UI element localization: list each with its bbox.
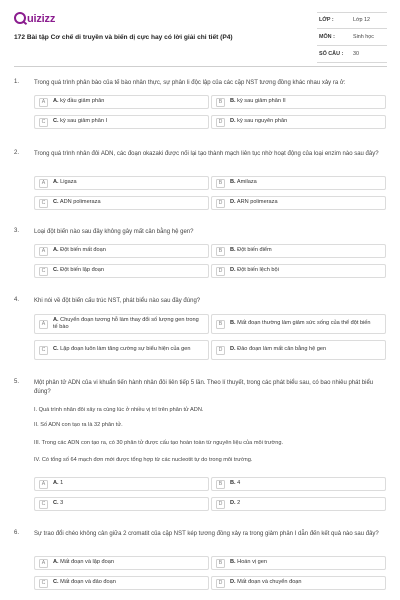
- option-label: A.: [53, 179, 59, 186]
- option-text: ADN polimeraza: [59, 199, 101, 206]
- question-text: Loại đột biến nào sau đây không gây mất cân bằng hệ gen?: [34, 229, 194, 235]
- option-label: C.: [53, 118, 59, 125]
- option-label: A.: [53, 316, 59, 323]
- option-label: B.: [230, 247, 236, 254]
- grade-value: Lớp 12: [353, 17, 371, 24]
- option-a[interactable]: [34, 95, 209, 109]
- question-text: Một phân tử ADN của vi khuẩn tiến hành nhân đôi liên tiếp 5 lần. Theo lí thuyết, trong các phát biểu sau, có bao nhiêu phát biểu đúng?: [34, 380, 374, 395]
- option-a[interactable]: [34, 244, 209, 258]
- option-text: Đột biến điểm: [237, 247, 272, 254]
- option-text: Chuyển đoạn tương hỗ làm thay đổi số lượng gen trong tế bào: [53, 316, 199, 330]
- option-c[interactable]: [34, 196, 209, 210]
- option-letter: C: [39, 500, 48, 509]
- option-c[interactable]: [34, 115, 209, 129]
- option-letter: B: [216, 98, 225, 107]
- option-label: B.: [230, 559, 236, 566]
- option-text: kỳ đầu giảm phân: [60, 98, 105, 105]
- option-text: Đảo đoạn làm mất cân bằng hệ gen: [237, 346, 327, 353]
- option-label: B.: [230, 98, 236, 105]
- option-label: D.: [230, 579, 236, 586]
- question-number: 1.: [14, 79, 20, 85]
- count-value: 30: [353, 50, 359, 57]
- option-d[interactable]: [211, 576, 386, 590]
- option-text: Đột biến lệch bội: [237, 267, 279, 274]
- subject-value: Sinh học: [353, 33, 374, 40]
- option-label: B.: [230, 480, 236, 487]
- option-text: 4: [237, 480, 241, 487]
- option-text: Amilaza: [236, 179, 257, 186]
- question-number: 6.: [14, 530, 20, 536]
- logo-q-icon: [14, 12, 26, 24]
- option-c[interactable]: [34, 264, 209, 278]
- option-a[interactable]: [34, 176, 209, 190]
- option-letter: A: [39, 480, 48, 489]
- option-letter: C: [39, 346, 48, 355]
- option-d[interactable]: [211, 340, 386, 360]
- question-number: 3.: [14, 228, 20, 234]
- question-text: Trong quá trình nhân đôi ADN, các đoạn okazaki được nối lại tạo thành mạch liên tục nhờ hoạt động của loại enzim nào sau đây?: [34, 151, 379, 157]
- question-number: 2.: [14, 150, 20, 156]
- option-text: kỳ sau giảm phân I: [60, 118, 108, 125]
- option-text: Mất đoạn và lặp đoạn: [60, 559, 114, 566]
- option-label: D.: [230, 267, 236, 274]
- page-title: 172 Bài tập Cơ chế di truyền và biến dị cực hay có lời giải chi tiết (P4): [14, 34, 233, 41]
- count-label: SỐ CÂU :: [319, 50, 344, 57]
- question-text: Sự trao đổi chéo không cân giữa 2 cromatit của cặp NST kép tương đồng xảy ra trong giảm phân I dẫn đến kết quả nào sau đây?: [34, 531, 379, 537]
- option-label: C.: [53, 199, 59, 206]
- option-label: C.: [53, 346, 59, 353]
- option-c[interactable]: [34, 576, 209, 590]
- option-a[interactable]: [34, 556, 209, 570]
- statement-4: IV. Có tổng số 64 mạch đơn mới được tổng hợp từ các nucleotit tự do trong môi trường.: [34, 457, 253, 463]
- option-a[interactable]: [34, 314, 209, 334]
- meta-table: [317, 12, 387, 63]
- option-letter: D: [216, 199, 225, 208]
- option-text: 3: [60, 500, 64, 507]
- option-c[interactable]: [34, 340, 209, 360]
- option-text: Hoán vị gen: [237, 559, 268, 566]
- option-letter: C: [39, 199, 48, 208]
- worksheet-header: [0, 0, 400, 72]
- option-label: B.: [230, 179, 236, 186]
- option-label: C.: [53, 579, 59, 586]
- question-text: Khi nói về đột biến cấu trúc NST, phát biểu nào sau đây đúng?: [34, 298, 201, 304]
- meta-row-subject: [317, 29, 387, 46]
- option-text: Lặp đoạn luôn làm tăng cường sự biểu hiện của gen: [60, 346, 191, 353]
- option-b[interactable]: [211, 556, 386, 570]
- option-letter: C: [39, 579, 48, 588]
- option-letter: C: [39, 267, 48, 276]
- option-text: Ligaza: [60, 179, 77, 186]
- option-d[interactable]: [211, 196, 386, 210]
- option-d[interactable]: [211, 497, 386, 511]
- option-letter: B: [216, 480, 225, 489]
- option-b[interactable]: [211, 244, 386, 258]
- option-b[interactable]: [211, 477, 386, 491]
- logo-text: uizizz: [27, 13, 56, 25]
- option-letter: A: [39, 320, 48, 329]
- option-label: A.: [53, 98, 59, 105]
- quizizz-logo: [14, 12, 55, 27]
- grade-label: LỚP :: [319, 17, 334, 24]
- option-letter: A: [39, 559, 48, 568]
- option-letter: A: [39, 98, 48, 107]
- option-text: ARN polimeraza: [236, 199, 278, 206]
- option-label: D.: [230, 346, 236, 353]
- option-label: A.: [53, 559, 59, 566]
- option-text: Đột biến mất đoạn: [60, 247, 106, 254]
- option-letter: B: [216, 559, 225, 568]
- option-b[interactable]: [211, 95, 386, 109]
- option-letter: D: [216, 500, 225, 509]
- option-label: C.: [53, 267, 59, 274]
- option-label: D.: [230, 500, 236, 507]
- option-label: B.: [230, 320, 236, 327]
- option-letter: B: [216, 247, 225, 256]
- option-c[interactable]: [34, 497, 209, 511]
- option-letter: B: [216, 179, 225, 188]
- question-text: Trong quá trình phân bào của tế bào nhân thực, sự phân li độc lập của các cặp NST tương đồng khác nhau xảy ra ở:: [34, 80, 346, 86]
- option-letter: D: [216, 346, 225, 355]
- option-d[interactable]: [211, 264, 386, 278]
- option-letter: D: [216, 118, 225, 127]
- option-text: Mất đoạn và chuyển đoạn: [237, 579, 302, 586]
- option-label: A.: [53, 247, 59, 254]
- option-b[interactable]: [211, 176, 386, 190]
- option-text: 2: [237, 500, 241, 507]
- option-text: Mất đoạn thường làm giảm sức sống của thể đột biến: [237, 320, 371, 327]
- option-text: kỳ sau nguyên phân: [237, 118, 288, 125]
- option-d[interactable]: [211, 115, 386, 129]
- option-text: kỳ sau giảm phân II: [237, 98, 286, 105]
- statement-2: II. Số ADN con tạo ra là 32 phân tử.: [34, 422, 123, 428]
- option-letter: D: [216, 267, 225, 276]
- option-letter: A: [39, 247, 48, 256]
- option-letter: C: [39, 118, 48, 127]
- option-text: 1: [60, 480, 64, 487]
- option-letter: D: [216, 579, 225, 588]
- option-letter: A: [39, 179, 48, 188]
- option-letter: B: [216, 320, 225, 329]
- meta-row-count: [317, 46, 387, 63]
- meta-row-grade: [317, 12, 387, 29]
- option-label: D.: [230, 118, 236, 125]
- option-label: A.: [53, 480, 59, 487]
- question-number: 4.: [14, 297, 20, 303]
- option-text: Đột biến lặp đoạn: [60, 267, 105, 274]
- option-text: Mất đoạn và đảo đoạn: [60, 579, 116, 586]
- option-a[interactable]: [34, 477, 209, 491]
- option-b[interactable]: [211, 314, 386, 334]
- subject-label: MÔN :: [319, 33, 335, 40]
- header-divider: [14, 66, 387, 67]
- statement-1: I. Quá trình nhân đôi xảy ra cùng lúc ở nhiều vị trí trên phân tử ADN.: [34, 407, 204, 413]
- question-number: 5.: [14, 379, 20, 385]
- statement-3: III. Trong các ADN con tạo ra, có 30 phân tử được cấu tạo hoàn toàn từ nguyên liệu của môi trường.: [34, 440, 284, 446]
- option-label: D.: [230, 199, 236, 206]
- option-label: C.: [53, 500, 59, 507]
